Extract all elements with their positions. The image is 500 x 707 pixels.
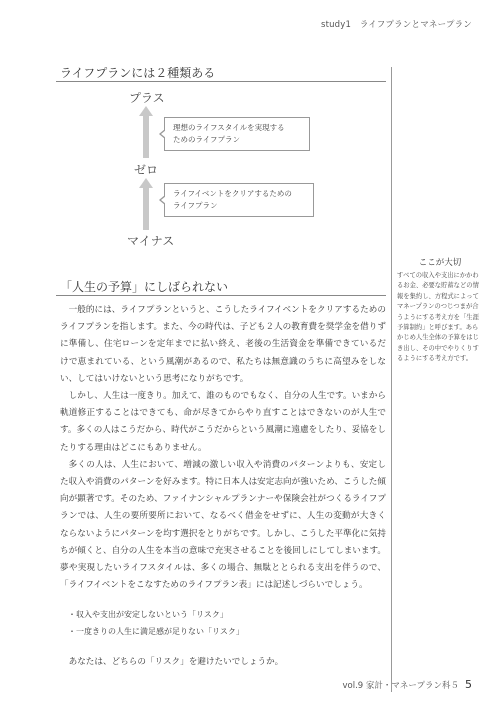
section-heading-life-budget: 「人生の予算」にしばられない [60, 280, 229, 294]
body-paragraph: しかし、人生は一度きり。加えて、誰のものでもなく、自分の人生です。いまから軌道修正することはできても、命が尽きてからやり直すことはできないのが人生です。多くの人はこうだから、時代がこうだからという風潮に遠慮をしたり、妥協をしたりする理由はどこにもありません。 [60, 391, 386, 453]
main-body [60, 302, 386, 672]
sidebar-divider [391, 67, 392, 692]
risk-list [60, 606, 386, 640]
body-paragraph: 一般的には、ライフプランというと、こうしたライフイベントをクリアするためのライフプランを指します。また、今の時代は、子ども２人の教育費を奨学金を借りずに準備し、住宅ローンを定年までに払い終え、老後の生活資金を準備できているだけで恵まれている、という風潮があるので、私たちは無意識のうちに高望みをしない、してはいけないという思考になりがちです。 [60, 305, 386, 384]
running-header: study1 ライフプランとマネープラン [320, 20, 472, 30]
callout-line: ライフイベントをクリアするための [173, 189, 292, 198]
footer-label: vol.9 家計・マネープラン科５ [342, 681, 459, 691]
section-rule [56, 81, 386, 82]
closing-question: あなたは、どちらの「リスク」を避けたいでしょうか。 [68, 657, 284, 668]
page-number: 5 [465, 678, 472, 691]
sidebar-text: すべての収入や支出にかかわるお金、必要な貯蓄などの情報を集約し、方程式によってマネープランのつじつまが合うようにする考え方を「生涯予算制約」と呼びます。あらかじめ人生全体の予算をはじき出し、その中でやりくりするようにする考え方です。 [397, 272, 479, 363]
body-paragraph: 多くの人は、人生において、増減の激しい収入や消費のパターンよりも、安定した収入や消費のパターンを好みます。特に日本人は安定志向が強いため、こうした傾向が顕著です。そのため、ファイナンシャルプランナーや保険会社がつくるライフプランでは、人生の要所要所において、なるべく借金をせずに、人生の変動が大きくならないようにパターンを均す選択をとりがちです。しかし、こうした平準化に気持ちが傾くと、自分の人生を本当の意味で充実させることを後回しにしてしまいます。夢や実現したいライフスタイルは、多くの場合、無駄ととられる支出を伴うので、「ライフイベントをこなすためのライフプラン表」には記述しづらいでしょう。 [60, 459, 386, 591]
risk-item: ・収入や支出が安定しないという「リスク」 [68, 610, 228, 620]
label-plus: プラス [129, 91, 165, 105]
arrow-shaft-lower [143, 188, 149, 230]
sidebar-title: ここが大切 [418, 258, 462, 268]
callout-line: ためのライフプラン [173, 135, 241, 144]
up-arrow-icon [139, 106, 153, 116]
label-minus: マイナス [127, 234, 175, 248]
section-rule [56, 295, 386, 296]
section-heading-two-types: ライフプランには２種類ある [60, 66, 216, 80]
callout-line: ライフプラン [173, 201, 218, 210]
risk-item: ・一度きりの人生に満足感が足りない「リスク」 [68, 627, 244, 637]
page-footer [343, 678, 472, 691]
callout-ideal-lifestyle [164, 117, 310, 151]
up-arrow-icon [139, 178, 153, 188]
arrow-shaft-upper [143, 116, 149, 158]
callout-life-events [164, 183, 314, 217]
label-zero: ゼロ [134, 163, 159, 177]
callout-line: 理想のライフスタイルを実現する [173, 123, 285, 132]
